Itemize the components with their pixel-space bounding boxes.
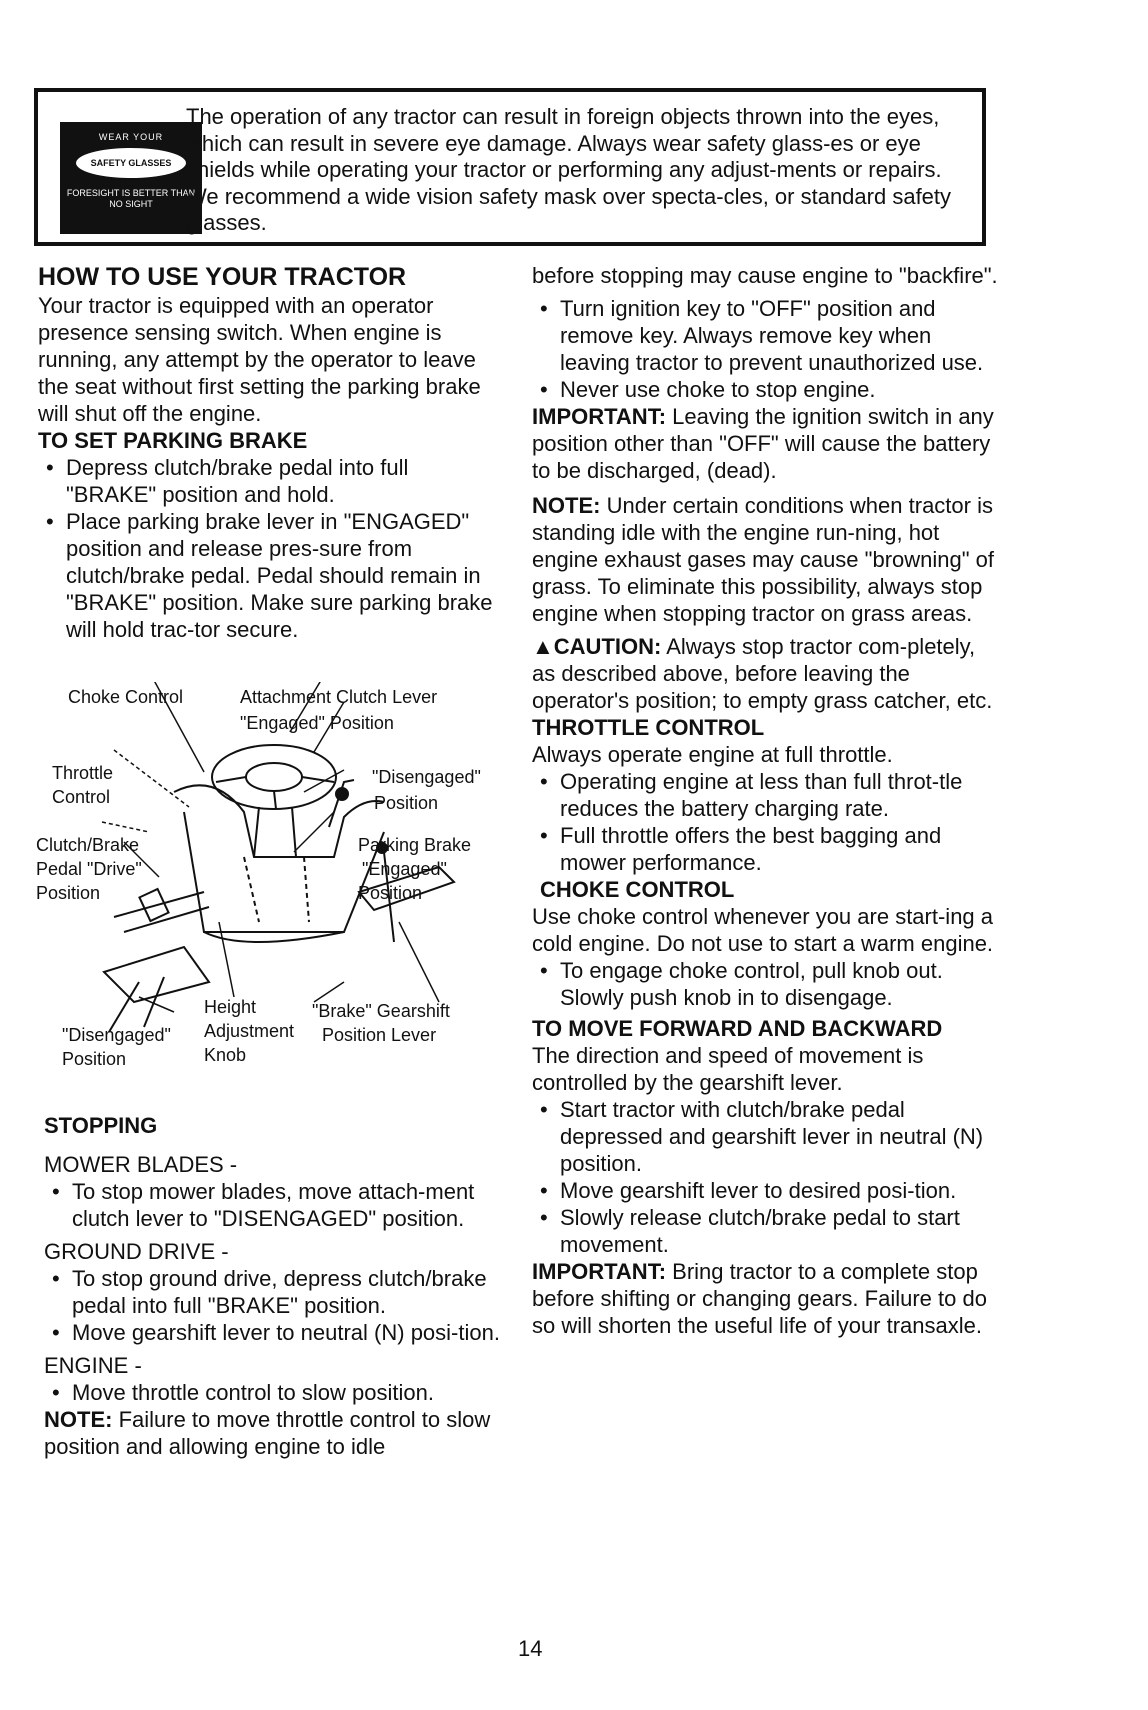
mower-blades-heading: MOWER BLADES - (44, 1152, 238, 1177)
list-item: • To stop mower blades, move attach-ment clutch lever to "DISENGAGED" position. (44, 1178, 500, 1232)
right-column (532, 262, 1002, 1339)
position-lever-label: Position Lever (322, 1025, 437, 1045)
move-heading: TO MOVE FORWARD AND BACKWARD (532, 1016, 943, 1041)
list-item: • Move gearshift lever to desired posi-tion. (532, 1177, 1002, 1204)
attachment-clutch-label: Attachment Clutch Lever (240, 687, 438, 707)
pedal-drive-label: Pedal "Drive" (36, 859, 142, 879)
note-text: Failure to move throttle control to slow position and allowing engine to idle (44, 1407, 491, 1459)
throttle-label: Throttle (52, 763, 114, 783)
continued-text: before stopping may cause engine to "backfire". (532, 263, 998, 288)
note-paragraph (44, 1406, 500, 1460)
clutch-brake-label: Clutch/Brake (36, 835, 140, 855)
list-item: • Move throttle control to slow position. (44, 1379, 500, 1406)
list-item: • Full throttle offers the best bagging and mower performance. (532, 822, 1002, 876)
badge-oval-text: SAFETY GLASSES (76, 148, 186, 178)
disengaged-position-label: Position (374, 793, 439, 813)
engine-heading: ENGINE - (44, 1353, 142, 1378)
section-title: HOW TO USE YOUR TRACTOR (38, 263, 407, 291)
clutch-position-label: Position (36, 883, 101, 903)
disengaged-bottom-position-label: Position (62, 1049, 127, 1069)
choke-text: Use choke control whenever you are start-ing a cold engine. Do not use to start a warm engine. (532, 904, 994, 956)
list-item: • Depress clutch/brake pedal into full "BRAKE" position and hold. (38, 454, 494, 508)
choke-control-label: Choke Control (68, 687, 184, 707)
badge-top-text: WEAR YOUR (98, 132, 164, 142)
list-item: • Start tractor with clutch/brake pedal depressed and gearshift lever in neutral (N) position. (532, 1096, 1002, 1177)
height-label: Height (204, 997, 257, 1017)
list-item: • To engage choke control, pull knob out. Slowly push knob in to disengage. (532, 957, 1002, 1011)
intro-paragraph: Your tractor is equipped with an operator presence sensing switch. When engine is running, any attempt by the operator to leave the seat without first setting the parking brake will shut off the engine. (38, 293, 481, 426)
list-item: • Place parking brake lever in "ENGAGED" position and release pres-sure from clutch/brake pedal. Pedal should remain in "BRAKE" position. Make sure parking brake will hold trac-tor secure. (38, 508, 494, 643)
adjustment-label: Adjustment (204, 1021, 295, 1041)
safety-warning-box (34, 88, 986, 246)
list-item: • Move gearshift lever to neutral (N) posi-tion. (44, 1319, 500, 1346)
important-text: Leaving the ignition switch in any position other than "OFF" will cause the battery to be discharged, (dead). (532, 404, 994, 483)
list-item: • Turn ignition key to "OFF" position and remove key. Always remove key when leaving tractor to prevent unauthorized use. (532, 295, 1002, 376)
stopping-heading: STOPPING (44, 1113, 158, 1138)
caution-label: ▲CAUTION: (532, 634, 662, 659)
note-paragraph (532, 492, 1002, 627)
caution-text: Always stop tractor com-pletely, as described above, before leaving the operator's position; to empty grass catcher, etc. (532, 634, 993, 713)
disengaged-label: "Disengaged" (372, 767, 481, 787)
throttle-text: Always operate engine at full throttle. (532, 742, 893, 767)
brake-gearshift-label: "Brake" Gearshift (312, 1001, 450, 1021)
note-text: Under certain conditions when tractor is standing idle with the engine run-ning, hot engine exhaust gases may cause "browning" of grass. To eliminate this possibility, always stop engine when stopping tractor on grass areas. (532, 493, 995, 626)
list-item: • Never use choke to stop engine. (532, 376, 1002, 403)
parking-position-label: Position (358, 883, 423, 903)
note-label: NOTE: (44, 1407, 113, 1432)
note-label: NOTE: (532, 493, 601, 518)
stopping-section (44, 1112, 500, 1460)
knob-label: Knob (204, 1045, 247, 1065)
attachment-engaged-label: "Engaged" Position (240, 713, 394, 733)
parking-brake-heading: TO SET PARKING BRAKE (38, 428, 308, 453)
throttle-control-label: Control (52, 787, 111, 807)
page-number: 14 (518, 1636, 543, 1661)
important-label: IMPORTANT: (532, 404, 667, 429)
move-text: The direction and speed of movement is controlled by the gearshift lever. (532, 1043, 924, 1095)
disengaged-bottom-label: "Disengaged" (62, 1025, 171, 1045)
list-item: • To stop ground drive, depress clutch/brake pedal into full "BRAKE" position. (44, 1265, 500, 1319)
important-label: IMPORTANT: (532, 1259, 667, 1284)
caution-paragraph (532, 633, 1002, 714)
important-paragraph (532, 1258, 1002, 1339)
left-column (38, 262, 494, 643)
important-text: Bring tractor to a complete stop before shifting or changing gears. Failure to do so will shorten the useful life of your transaxle. (532, 1259, 987, 1338)
tractor-controls-diagram (36, 682, 504, 1082)
parking-engaged-label: "Engaged" (362, 859, 447, 879)
parking-brake-label: Parking Brake (358, 835, 472, 855)
badge-bottom-text: FORESIGHT IS BETTER THAN NO SIGHT (66, 188, 196, 209)
warning-text: The operation of any tractor can result in foreign objects thrown into the eyes, which can result in severe eye damage. Always wear safety glass-es or eye shields while operating your tractor or performing any adjust-ments or repairs. We recommend a wide vision safety mask over specta-cles, or standard safety glasses. (186, 104, 952, 235)
important-paragraph (532, 403, 1002, 484)
throttle-control-heading: THROTTLE CONTROL (532, 715, 765, 740)
choke-control-heading: CHOKE CONTROL (540, 877, 735, 902)
list-item: • Operating engine at less than full throt-tle reduces the battery charging rate. (532, 768, 1002, 822)
ground-drive-heading: GROUND DRIVE - (44, 1239, 229, 1264)
list-item: • Slowly release clutch/brake pedal to start movement. (532, 1204, 1002, 1258)
safety-glasses-badge (60, 122, 202, 234)
